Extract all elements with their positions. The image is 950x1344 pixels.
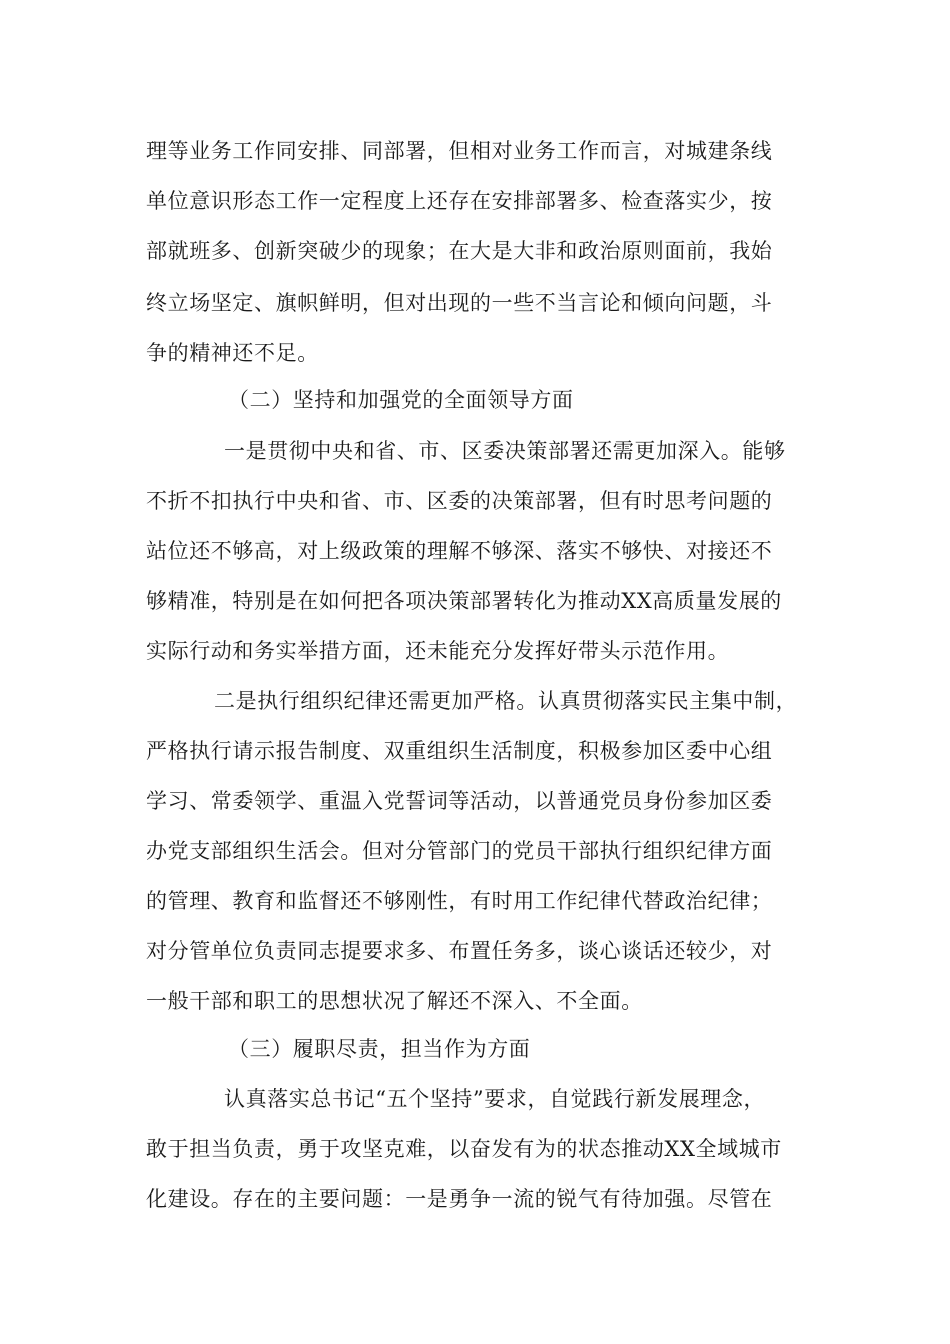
- body-text-line: 站位还不够高，对上级政策的理解不够深、落实不够快、对接还不: [146, 539, 773, 563]
- body-text-line: 不折不扣执行中央和省、市、区委的决策部署，但有时思考问题的: [146, 489, 773, 513]
- body-text-line: 学习、常委领学、重温入党誓词等活动，以普通党员身份参加区委: [146, 789, 773, 813]
- body-text-line: 理等业务工作同安排、同部署，但相对业务工作而言，对城建条线: [146, 139, 773, 163]
- section-heading: （三）履职尽责，担当作为方面: [228, 1037, 531, 1061]
- paragraph-first-line: 一是贯彻中央和省、市、区委决策部署还需更加深入。能够: [224, 439, 786, 463]
- body-text-line: 实际行动和务实举措方面，还未能充分发挥好带头示范作用。: [146, 639, 730, 663]
- paragraph-first-line: 二是执行组织纪律还需更加严格。认真贯彻落实民主集中制，: [214, 689, 798, 713]
- body-text-line: 敢于担当负责，勇于攻坚克难，以奋发有为的状态推动XX全域城市: [146, 1137, 782, 1161]
- paragraph-first-line: 认真落实总书记“五个坚持”要求，自觉践行新发展理念，: [224, 1087, 766, 1111]
- body-text-line: 一般干部和职工的思想状况了解还不深入、不全面。: [146, 989, 643, 1013]
- body-text-line: 的管理、教育和监督还不够刚性，有时用工作纪律代替政治纪律；: [146, 889, 773, 913]
- body-text-line: 严格执行请示报告制度、双重组织生活制度，积极参加区委中心组: [146, 739, 773, 763]
- body-text-line: 终立场坚定、旗帜鲜明，但对出现的一些不当言论和倾向问题，斗: [146, 291, 773, 315]
- body-text-line: 办党支部组织生活会。但对分管部门的党员干部执行组织纪律方面: [146, 839, 773, 863]
- body-text-line: 单位意识形态工作一定程度上还存在安排部署多、检查落实少，按: [146, 189, 773, 213]
- body-text-line: 部就班多、创新突破少的现象；在大是大非和政治原则面前，我始: [146, 239, 773, 263]
- body-text-line: 对分管单位负责同志提要求多、布置任务多，谈心谈话还较少，对: [146, 939, 773, 963]
- section-heading: （二）坚持和加强党的全面领导方面: [228, 388, 574, 412]
- body-text-line: 够精准，特别是在如何把各项决策部署转化为推动XX高质量发展的: [146, 589, 782, 613]
- body-text-line: 争的精神还不足。: [146, 341, 319, 365]
- body-text-line: 化建设。存在的主要问题：一是勇争一流的锐气有待加强。尽管在: [146, 1187, 773, 1211]
